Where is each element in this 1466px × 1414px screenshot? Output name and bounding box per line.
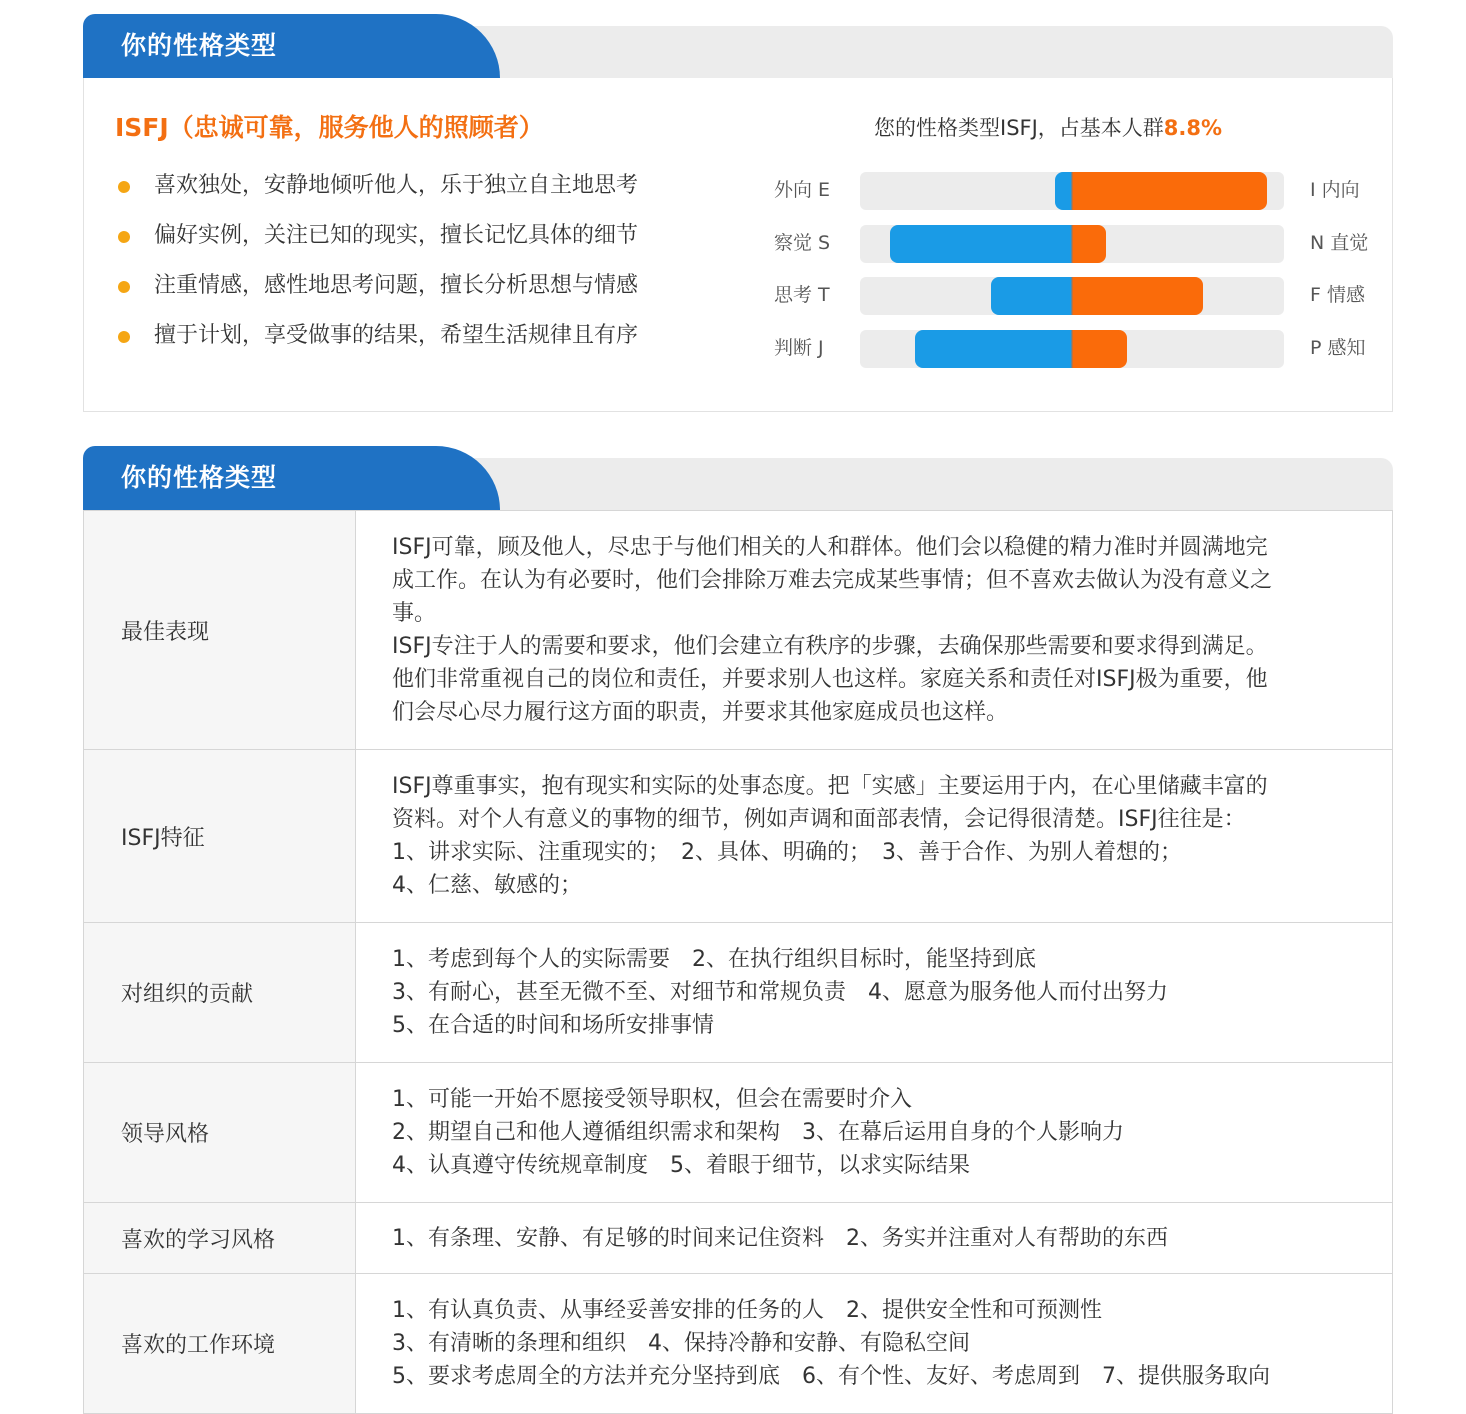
dimension-track — [860, 225, 1284, 263]
center-line — [1071, 225, 1073, 263]
trait-text: 喜欢独处，安静地倾听他人，乐于独立自主地思考 — [154, 173, 639, 198]
dimension-right-label: F 情感 — [1310, 284, 1365, 306]
dimension-left-label: 思考 T — [774, 284, 830, 306]
content-line: ISFJ尊重事实，抱有现实和实际的处事态度。把「实感」主要运用于内，在心里储藏丰富的 — [392, 774, 1268, 799]
ratio-prefix: 您的性格类型ISFJ，占基本人群 — [874, 116, 1164, 140]
trait-text: 偏好实例，关注已知的现实，擅长记忆具体的细节 — [154, 223, 639, 248]
dimension-row-ei — [84, 170, 1394, 210]
content-line: 他们非常重视自己的岗位和责任，并要求别人也这样。家庭关系和责任对ISFJ极为重要，他 — [392, 667, 1268, 692]
trait-text: 擅于计划，享受做事的结果，希望生活规律且有序 — [154, 323, 639, 348]
row-label: 最佳表现 — [84, 511, 356, 750]
row-label: 领导风格 — [84, 1063, 356, 1203]
right-share-bar — [1072, 330, 1127, 368]
row-content — [356, 511, 1393, 750]
content-line: ISFJ专注于人的需要和要求，他们会建立有秩序的步骤，去确保那些需要和要求得到满足。 — [392, 634, 1268, 659]
row-label: ISFJ特征 — [84, 750, 356, 923]
content-line: 3、有耐心，甚至无微不至、对细节和常规负责 4、愿意为服务他人而付出努力 — [392, 980, 1168, 1005]
dimension-right-label: I 内向 — [1310, 179, 1360, 201]
content-line: 4、认真遵守传统规章制度 5、着眼于细节，以求实际结果 — [392, 1153, 970, 1178]
left-share-bar — [991, 277, 1072, 315]
table-row — [84, 750, 1393, 923]
dimension-track — [860, 330, 1284, 368]
dimension-right-label: N 直觉 — [1310, 232, 1369, 254]
dimension-track — [860, 277, 1284, 315]
content-line: 们会尽心尽力履行这方面的职责，并要求其他家庭成员也这样。 — [392, 700, 1009, 725]
dimension-left-label: 外向 E — [774, 179, 831, 201]
center-line — [1071, 172, 1073, 210]
left-share-bar — [890, 225, 1072, 263]
table-row — [84, 1203, 1393, 1274]
row-content — [356, 1274, 1393, 1414]
type-title: ISFJ（忠诚可靠，服务他人的照顾者） — [115, 113, 544, 142]
right-share-bar — [1072, 225, 1106, 263]
content-line: 1、讲求实际、注重现实的； 2、具体、明确的； 3、善于合作、为别人着想的； — [392, 840, 1182, 865]
detail-table — [83, 510, 1393, 1414]
row-content — [356, 923, 1393, 1063]
row-content — [356, 750, 1393, 923]
table-row — [84, 923, 1393, 1063]
ratio-value: 8.8% — [1163, 116, 1223, 140]
left-share-bar — [915, 330, 1072, 368]
dimension-left-label: 察觉 S — [774, 232, 831, 254]
type-detail-panel — [83, 446, 1393, 1414]
panel-header — [83, 446, 1393, 510]
dimension-right-label: P 感知 — [1310, 337, 1366, 359]
content-line: 1、有认真负责、从事经妥善安排的任务的人 2、提供安全性和可预测性 — [392, 1298, 1102, 1323]
table-row — [84, 1063, 1393, 1203]
row-label: 喜欢的工作环境 — [84, 1274, 356, 1414]
content-line: ISFJ可靠，顾及他人，尽忠于与他们相关的人和群体。他们会以稳健的精力准时并圆满地完 — [392, 535, 1268, 560]
content-line: 成工作。在认为有必要时，他们会排除万难去完成某些事情；但不喜欢去做认为没有意义之 — [392, 568, 1273, 593]
right-share-bar — [1072, 277, 1203, 315]
dimension-row-sn — [84, 223, 1394, 263]
header-tab-title: 你的性格类型 — [83, 446, 500, 510]
panel-header — [83, 14, 1393, 78]
dimension-row-jp — [84, 328, 1394, 368]
content-line: 3、有清晰的条理和组织 4、保持冷静和安静、有隐私空间 — [392, 1331, 970, 1356]
dimension-track — [860, 172, 1284, 210]
dimension-left-label: 判断 J — [774, 337, 824, 359]
content-line: 1、可能一开始不愿接受领导职权，但会在需要时介入 — [392, 1087, 912, 1112]
content-line: 5、要求考虑周全的方法并充分坚持到底 6、有个性、友好、考虑周到 7、提供服务取向 — [392, 1364, 1270, 1389]
trait-text: 注重情感，感性地思考问题，擅长分析思想与情感 — [154, 273, 639, 298]
summary-body — [83, 78, 1393, 412]
type-summary-panel — [83, 14, 1393, 412]
row-content — [356, 1063, 1393, 1203]
row-label: 喜欢的学习风格 — [84, 1203, 356, 1274]
center-line — [1071, 330, 1073, 368]
content-line: 4、仁慈、敏感的； — [392, 873, 582, 898]
content-line: 资料。对个人有意义的事物的细节，例如声调和面部表情，会记得很清楚。ISFJ往往是： — [392, 807, 1246, 832]
population-ratio — [874, 112, 1222, 142]
center-line — [1071, 277, 1073, 315]
content-line: 5、在合适的时间和场所安排事情 — [392, 1013, 714, 1038]
header-tab-title: 你的性格类型 — [83, 14, 500, 78]
right-share-bar — [1072, 172, 1267, 210]
content-line: 事。 — [392, 601, 437, 626]
content-line: 1、有条理、安静、有足够的时间来记住资料 2、务实并注重对人有帮助的东西 — [392, 1225, 1168, 1251]
row-label: 对组织的贡献 — [84, 923, 356, 1063]
left-share-bar — [1055, 172, 1072, 210]
content-line: 1、考虑到每个人的实际需要 2、在执行组织目标时，能坚持到底 — [392, 947, 1036, 972]
row-content — [356, 1203, 1393, 1274]
table-row — [84, 1274, 1393, 1414]
content-line: 2、期望自己和他人遵循组织需求和架构 3、在幕后运用自身的个人影响力 — [392, 1120, 1124, 1145]
dimension-row-tf — [84, 275, 1394, 315]
table-row — [84, 511, 1393, 750]
